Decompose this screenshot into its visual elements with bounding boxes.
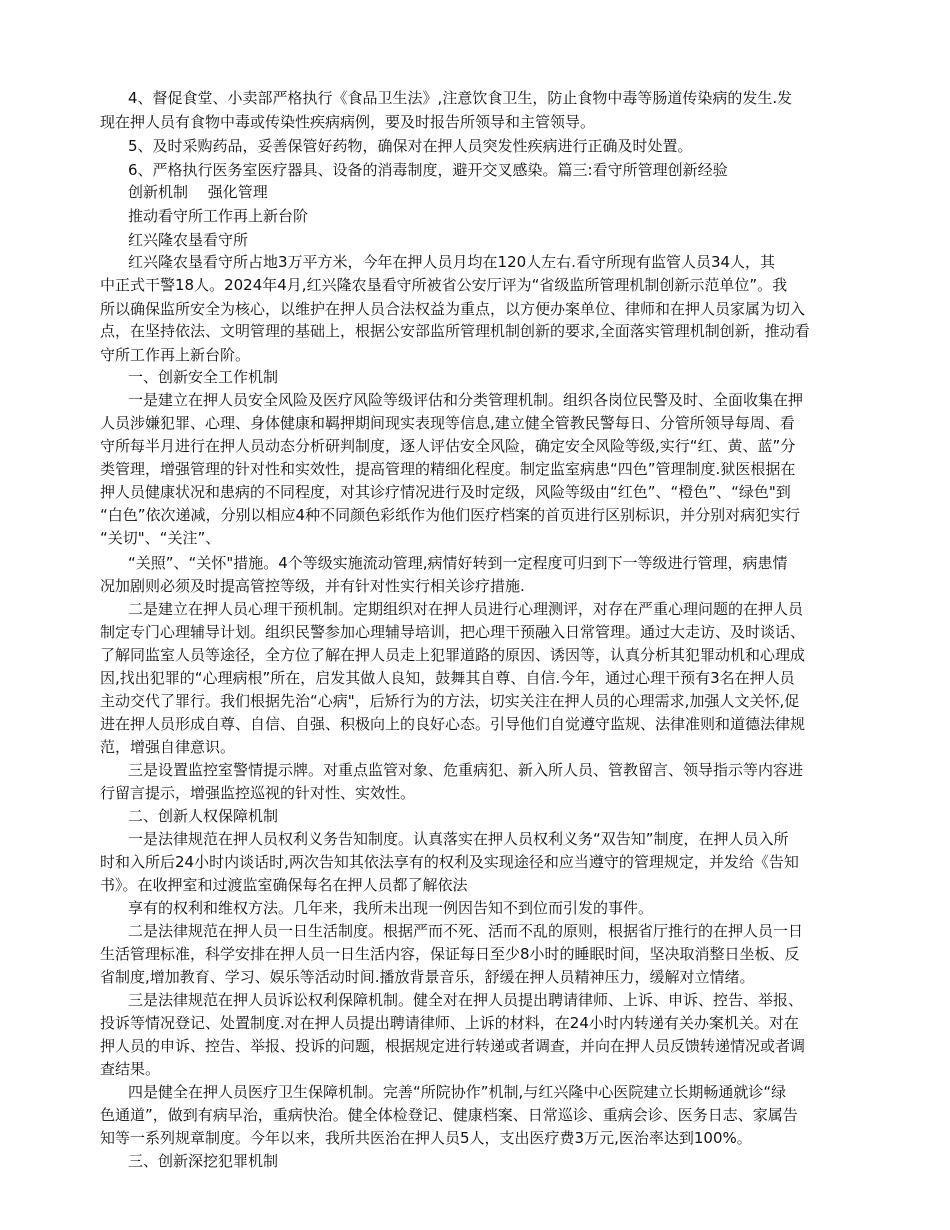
text-line: 范，增强自律意识。	[100, 738, 236, 756]
text-line: 主动交代了罪行。我们根据先治“心病"，后矫行为的方法，切实关注在押人员的心理需求,加强人文关怀,促	[100, 692, 800, 710]
text-line: “关照”、“关怀"措施。4个等级实施流动管理,病情好转到一定程度可归到下一等级进行管理，病患情	[128, 554, 788, 572]
text-line: 4、督促食堂、小卖部严格执行《食品卫生法》,注意饮食卫生，防止食物中毒等肠道传染病的发生.发	[128, 89, 793, 107]
text-line: 押人员的申诉、控告、举报、投诉的问题，根据规定进行转递或者调查，并向在押人员反馈转递情况或者调	[100, 1037, 806, 1055]
text-line: 投诉等情况登记、处置制度.对在押人员提出聘请律师、上诉的材料，在24小时内转递有关办案机关。对在	[100, 1014, 799, 1032]
text-line: 守所工作再上新台阶。	[100, 346, 251, 364]
heading: 一、创新安全工作机制	[128, 368, 279, 386]
text-line: 6、严格执行医务室医疗器具、设备的消毒制度，避开交叉感染。篇三:看守所管理创新经验	[128, 161, 728, 179]
text-line: 人员涉嫌犯罪、心理、身体健康和羁押期间现实表现等信息,建立健全管教民警每日、分管所领导每周、看	[100, 414, 795, 432]
text-line: “白色”依次递减，分别以相应4种不同颜色彩纸作为他们医疗档案的首页进行区别标识，并分别对病犯实行	[100, 506, 801, 524]
text-line: 红兴隆农垦看守所占地3万平方米，今年在押人员月均在120人左右.看守所现有监管人员34人，其	[128, 253, 776, 271]
text-line: 点，在坚持依法、文明管理的基础上，根据公安部监所管理机制创新的要求,全面落实管理机制创新，推动看	[100, 322, 810, 340]
text-line: 5、及时采购药品，妥善保管好药物，确保对在押人员突发性疾病进行正确及时处置。	[128, 137, 693, 155]
heading: 三、创新深挖犯罪机制	[128, 1152, 279, 1170]
text-line: 况加剧则必须及时提高管控等级，并有针对性实行相关诊疗措施.	[100, 577, 525, 595]
text-line: 守所每半月进行在押人员动态分析研判制度，逐人评估安全风险，确定安全风险等级,实行“红、黄、蓝”分	[100, 437, 796, 455]
text-line: 书》。在收押室和过渡监室确保每名在押人员都了解依法	[100, 876, 468, 894]
section-title: 创新机制 强化管理	[128, 183, 268, 201]
text-line: 一是法律规范在押人员权利义务告知制度。认真落实在押人员权利义务“双告知”制度，在押人员入所	[128, 830, 789, 848]
text-line: 二是建立在押人员心理干预机制。定期组织对在押人员进行心理测评，对存在严重心理问题的在押人员	[128, 600, 804, 618]
text-line: 色通道”，做到有病早治，重病快治。健全体检登记、健康档案、日常巡诊、重病会诊、医务日志、家属告	[100, 1106, 798, 1124]
text-line: 类管理，增强管理的针对性和实效性，提高管理的精细化程度。制定监室病患“四色”管理制度.狱医根据在	[100, 460, 796, 478]
text-line: 一是建立在押人员安全风险及医疗风险等级评估和分类管理机制。组织各岗位民警及时、全面收集在押	[128, 391, 804, 409]
text-line: 四是健全在押人员医疗卫生保障机制。完善“所院协作”机制,与红兴隆中心医院建立长期畅通就诊“绿	[128, 1083, 787, 1101]
text-line: 因,找出犯罪的“心理病根”所在，启发其做人良知，鼓舞其自尊、自信.今年，通过心理干预有3名在押人员	[100, 669, 795, 687]
section-author: 红兴隆农垦看守所	[128, 231, 249, 249]
text-line: 制定专门心理辅导计划。组织民警参加心理辅导培训，把心理干预融入日常管理。通过大走访、及时谈话、	[100, 623, 806, 641]
text-line: 了解同监室人员等途径，全方位了解在押人员走上犯罪道路的原因、诱因等，认真分析其犯罪动机和心理成	[100, 646, 806, 664]
text-line: 知等一系列规章制度。今年以来，我所共医治在押人员5人，支出医疗费3万元,医治率达到100%。	[100, 1129, 752, 1147]
section-subtitle: 推动看守所工作再上新台阶	[128, 207, 309, 225]
text-line: “关切"、“关注”、	[100, 529, 221, 547]
text-line: 省制度,增加教育、学习、娱乐等活动时间.播放背景音乐，舒缓在押人员精神压力，缓解对立情绪。	[100, 968, 755, 986]
text-line: 查结果。	[100, 1060, 161, 1078]
text-line: 享有的权利和维权方法。几年来，我所未出现一例因告知不到位而引发的事件。	[128, 899, 654, 917]
text-line: 二是法律规范在押人员一日生活制度。根据严而不死、活而不乱的原则，根据省厅推行的在押人员一日	[128, 922, 804, 940]
text-line: 所以确保监所安全为核心，以维护在押人员合法权益为重点，以方便办案单位、律师和在押人员家属为切入	[100, 300, 806, 318]
text-line: 时和入所后24小时内谈话时,两次告知其依法享有的权利及实现途径和应当遵守的管理规定，并发给《告知	[100, 853, 799, 871]
text-line: 三是法律规范在押人员诉讼权利保障机制。健全对在押人员提出聘请律师、上诉、申诉、控告、举报、	[128, 991, 804, 1009]
text-line: 进在押人员形成自尊、自信、自强、积极向上的良好心态。引导他们自觉遵守监规、法律准则和道德法律规	[100, 715, 806, 733]
heading: 二、创新人权保障机制	[128, 807, 279, 825]
text-line: 行留言提示，增强监控巡视的针对性、实效性。	[100, 784, 416, 802]
text-line: 生活管理标准，科学安排在押人员一日生活内容，保证每日至少8小时的睡眠时间，坚决取消整日坐板、反	[100, 945, 800, 963]
text-line: 中正式干警18人。2024年4月,红兴隆农垦看守所被省公安厅评为“省级监所管理机制创新示范单位”。我	[100, 276, 788, 294]
text-line: 现在押人员有食物中毒或传染性疾病病例，要及时报告所领导和主管领导。	[100, 113, 596, 131]
text-line: 押人员健康状况和患病的不同程度，对其诊疗情况进行及时定级，风险等级由“红色”、“橙色”、“绿色"到	[100, 483, 791, 501]
text-line: 三是设置监控室警情提示牌。对重点监管对象、危重病犯、新入所人员、管教留言、领导指示等内容进	[128, 761, 804, 779]
